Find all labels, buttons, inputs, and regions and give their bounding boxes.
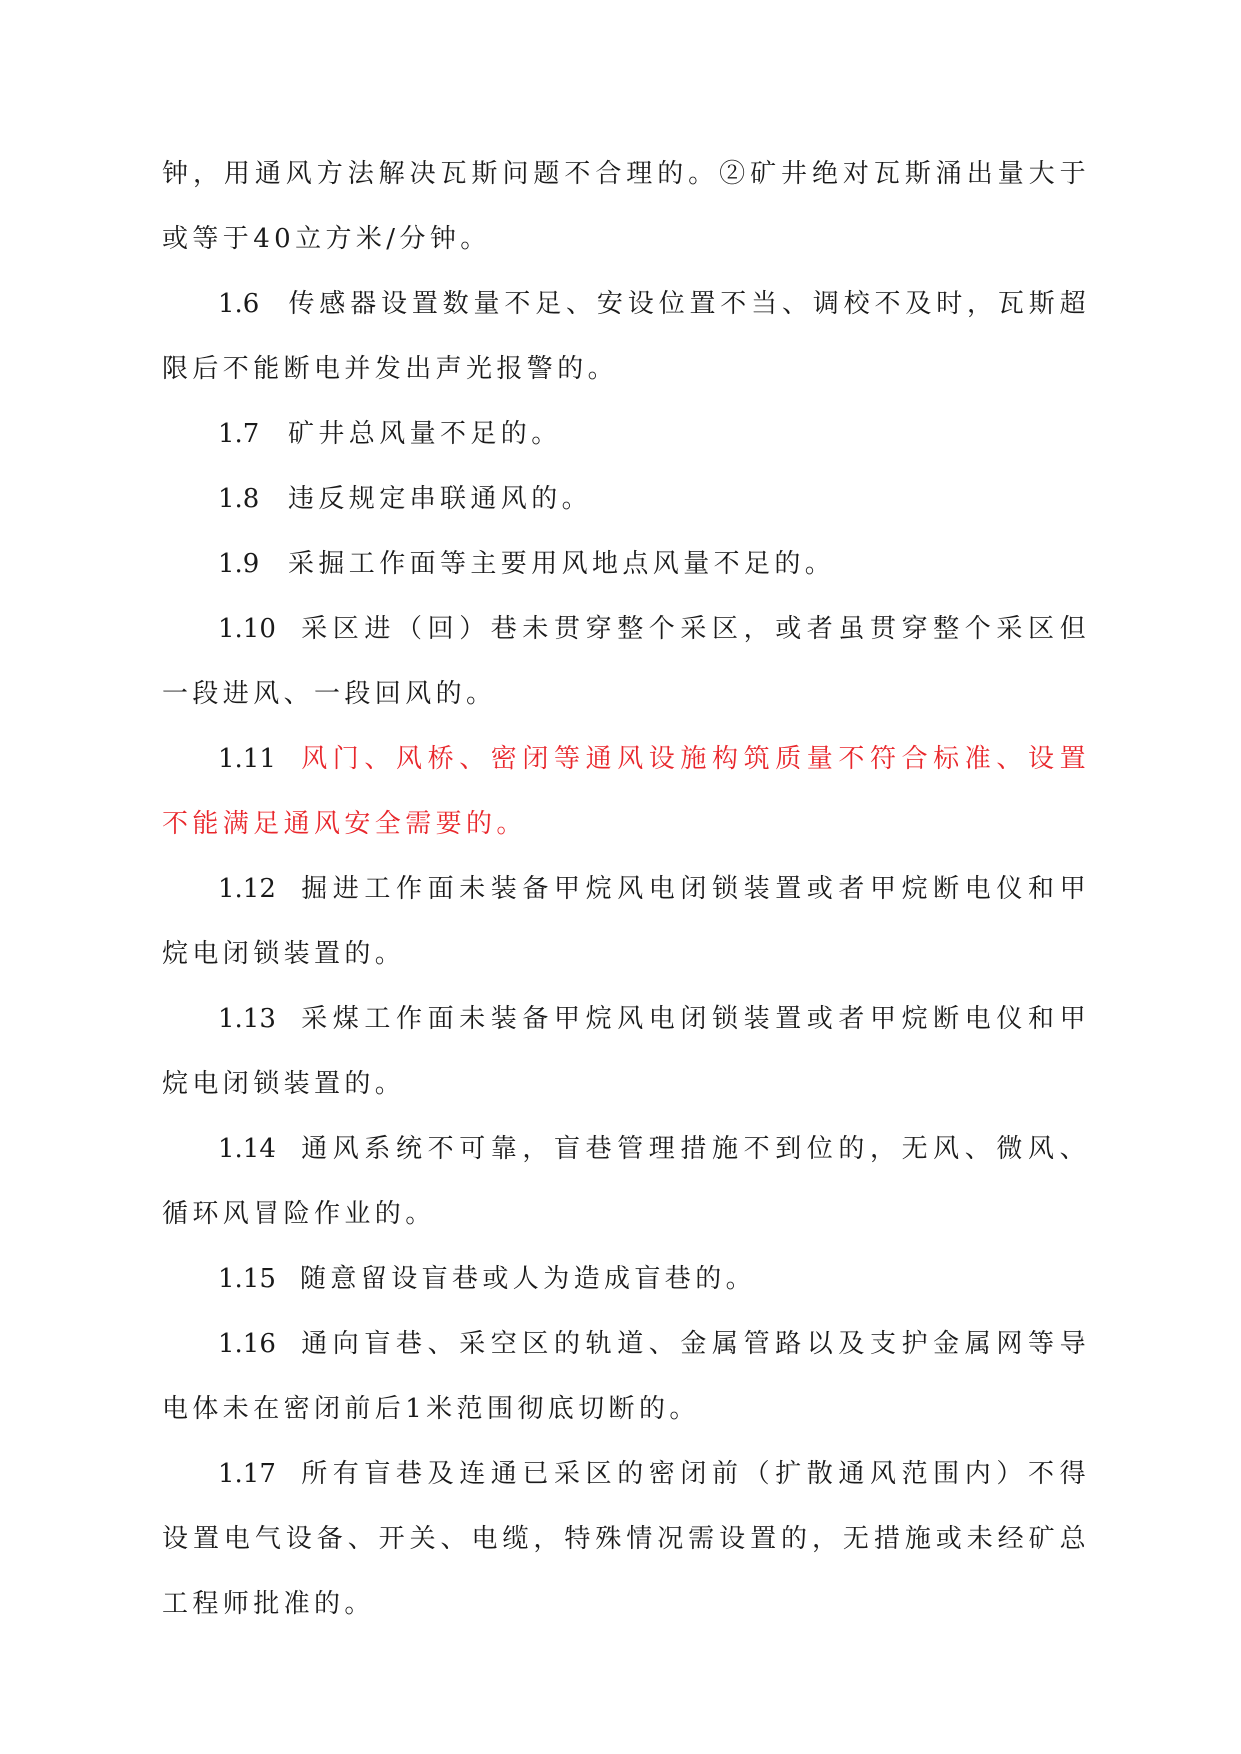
paragraph-1-9: [162, 532, 1090, 597]
paragraph-text: 采煤工作面未装备甲烷风电闭锁装置或者甲烷断电仪和甲烷电闭锁装置的。: [162, 1004, 1090, 1099]
item-number: 1.12: [218, 874, 276, 904]
paragraph-1-14: [162, 1117, 1090, 1247]
paragraph-1-11: [162, 727, 1090, 857]
paragraph-text: 传感器设置数量不足、安设位置不当、调校不及时，瓦斯超限后不能断电并发出声光报警的。: [162, 289, 1090, 384]
paragraph-continuation: [162, 142, 1090, 272]
item-number: 1.7: [218, 419, 260, 449]
highlighted-paragraph-text: 风门、风桥、密闭等通风设施构筑质量不符合标准、设置不能满足通风安全需要的。: [162, 744, 1090, 839]
paragraph-1-16: [162, 1312, 1090, 1442]
item-number: 1.11: [218, 744, 276, 774]
item-number: 1.16: [218, 1329, 276, 1359]
paragraph-text: 掘进工作面未装备甲烷风电闭锁装置或者甲烷断电仪和甲烷电闭锁装置的。: [162, 874, 1090, 969]
paragraph-text: 所有盲巷及连通已采区的密闭前（扩散通风范围内）不得设置电气设备、开关、电缆，特殊情况需设置的，无措施或未经矿总工程师批准的。: [162, 1459, 1090, 1619]
item-number: 1.13: [218, 1004, 276, 1034]
document-page: [162, 142, 1090, 1637]
item-number: 1.15: [218, 1264, 276, 1294]
paragraph-1-8: [162, 467, 1090, 532]
paragraph-1-12: [162, 857, 1090, 987]
paragraph-text: 违反规定串联通风的。: [288, 484, 593, 514]
paragraph-text: 随意留设盲巷或人为造成盲巷的。: [300, 1264, 757, 1294]
paragraph-1-15: [162, 1247, 1090, 1312]
paragraph-text: 通向盲巷、采空区的轨道、金属管路以及支护金属网等导电体未在密闭前后1米范围彻底切断的。: [162, 1329, 1090, 1424]
item-number: 1.10: [218, 614, 276, 644]
paragraph-text: 采区进（回）巷未贯穿整个采区，或者虽贯穿整个采区但一段进风、一段回风的。: [162, 614, 1090, 709]
item-number: 1.14: [218, 1134, 276, 1164]
paragraph-text: 钟，用通风方法解决瓦斯问题不合理的。②矿井绝对瓦斯涌出量大于或等于40立方米/分钟。: [162, 159, 1090, 254]
paragraph-1-13: [162, 987, 1090, 1117]
paragraph-1-6: [162, 272, 1090, 402]
item-number: 1.8: [218, 484, 260, 514]
paragraph-text: 矿井总风量不足的。: [288, 419, 562, 449]
item-number: 1.9: [218, 549, 260, 579]
paragraph-text: 通风系统不可靠，盲巷管理措施不到位的，无风、微风、循环风冒险作业的。: [162, 1134, 1090, 1229]
paragraph-1-7: [162, 402, 1090, 467]
paragraph-1-17: [162, 1442, 1090, 1637]
item-number: 1.17: [218, 1459, 276, 1489]
paragraph-text: 采掘工作面等主要用风地点风量不足的。: [288, 549, 836, 579]
item-number: 1.6: [218, 289, 260, 319]
paragraph-1-10: [162, 597, 1090, 727]
